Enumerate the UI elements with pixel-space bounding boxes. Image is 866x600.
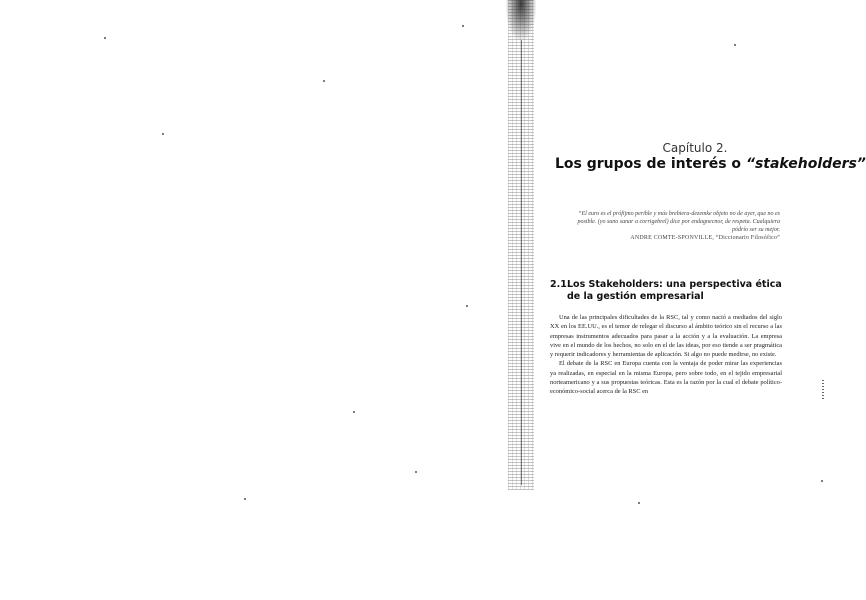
scan-speck bbox=[734, 44, 736, 46]
scan-speck bbox=[415, 471, 417, 473]
chapter-title bbox=[555, 156, 866, 172]
epigraph-quote: “El euro es el prófijmo perible y más brebiera-dezemke objeto no de ayer, que no es posible. (yo suno sanar a corrigebrel) dice por endagnecnor, de respeta. Cualquiera pódrío ser su mejor. bbox=[577, 211, 780, 233]
binding-shadow bbox=[506, 0, 536, 40]
scan-speck bbox=[821, 480, 823, 482]
scan-edge-marks bbox=[822, 379, 824, 399]
section-heading-line2: de la gestión empresarial bbox=[567, 291, 704, 302]
scan-speck bbox=[104, 37, 106, 39]
body-text bbox=[550, 313, 782, 397]
scan-speck bbox=[162, 133, 164, 135]
chapter-label: Capítulo 2. bbox=[662, 141, 728, 155]
section-number: 2.1. bbox=[550, 279, 571, 290]
scan-speck bbox=[466, 305, 468, 307]
scan-speck bbox=[323, 80, 325, 82]
body-paragraph: Una de las principales dificultades de la RSC, tal y como nació a mediados del siglo XX en los EE.UU., es el temor de relegar el discurso al ámbito teórico sin el recurso a las empresas instrumentos adecuados para pasar a la acción y a la evaluación. La empresa vive en el mundo de los hechos, no solo en el de las ideas, por eso tiende a ser pragmática y requerir indicadores y herramientas de aplicación. Si algo no puede medirse, no existe. bbox=[550, 314, 782, 359]
scan-speck bbox=[244, 498, 246, 500]
section-heading bbox=[550, 279, 800, 303]
section-heading-line1: Los Stakeholders: una perspectiva ética bbox=[567, 279, 782, 290]
binding-line bbox=[521, 40, 522, 485]
chapter-title-main: Los grupos de interés o bbox=[555, 156, 746, 172]
scan-speck bbox=[353, 411, 355, 413]
epigraph bbox=[560, 210, 780, 242]
epigraph-attribution: ANDRE COMTE-SPONVILLE, “Diccionario Filosófico” bbox=[630, 235, 780, 241]
chapter-title-italic: “stakeholders” bbox=[745, 156, 866, 172]
scan-speck bbox=[462, 25, 464, 27]
body-paragraph: El debate de la RSC en Europa cuenta con la ventaja de poder mirar las experiencias ya realizadas, en especial en la misma Europa, pero sobre todo, en el tejido empresarial norteamericano y a sus propuestas teóricas. Esta es la razón por la cual el debate político-económico-social acerca de la RSC en bbox=[550, 360, 782, 396]
scan-speck bbox=[638, 502, 640, 504]
